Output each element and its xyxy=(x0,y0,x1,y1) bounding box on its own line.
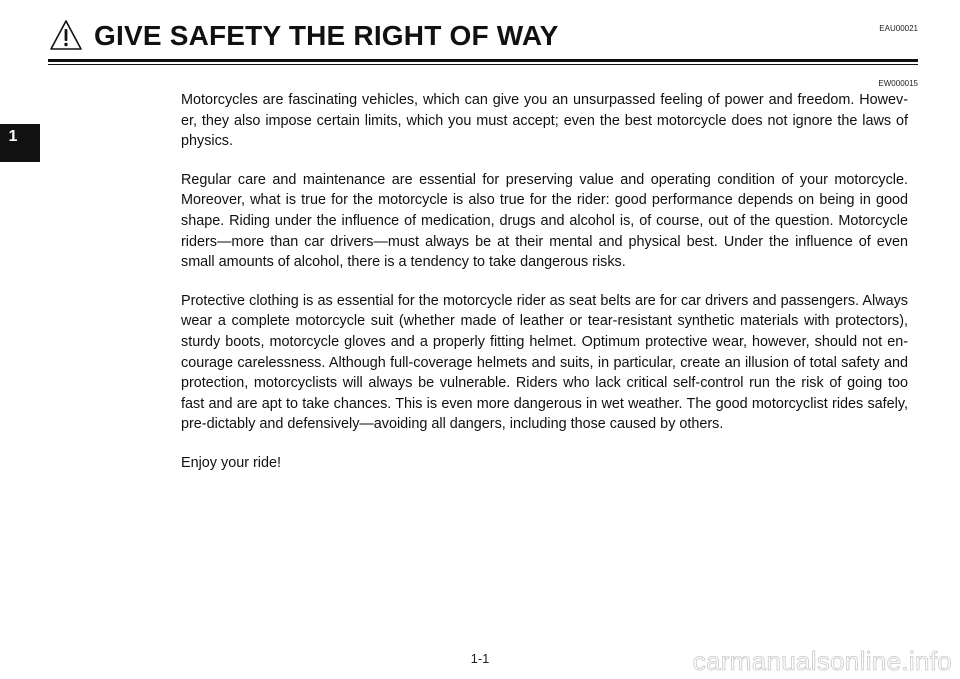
warning-code: EW000015 xyxy=(878,79,918,88)
chapter-tab-label: 1 xyxy=(8,128,18,145)
header-rule-thick xyxy=(48,59,918,62)
paragraph-1: Motorcycles are fascinating vehicles, which can give you an unsurpassed feeling of power and freedom. Howev-er, they also impose certain limits, which you must accept; even the best motorcycle does not ignore the laws of physics. xyxy=(181,92,908,150)
header-rule-thin xyxy=(48,64,918,65)
paragraph-4: Enjoy your ride! xyxy=(181,454,281,471)
paragraph-3: Protective clothing is as essential for the motorcycle rider as seat belts are for car drivers and passengers. Always wear a complete motorcycle suit (whether made of leather or tear-resistant synthetic materials with protectors), sturdy boots, motorcycle gloves and a properly fitting helmet. Optimum protective wear, however, should not en-courage carelessness. Although full-coverage helmets and suits, in particular, create an illusion of total safety and protection, motorcyclists will always be vulnerable. Riders who lack critical self-control run the risk of going too fast and are apt to take chances. This is even more dangerous in wet weather. The good motorcyclist rides safely, pre-dictably and defensively—avoiding all dangers, including those caused by others. xyxy=(181,292,908,433)
watermark: carmanualsonline.info xyxy=(692,646,952,676)
section-header xyxy=(48,14,918,54)
page-title: GIVE SAFETY THE RIGHT OF WAY xyxy=(94,20,559,51)
warning-triangle-icon xyxy=(48,18,84,52)
body-text xyxy=(181,90,908,492)
section-code: EAU00021 xyxy=(879,24,918,33)
paragraph-2: Regular care and maintenance are essential for preserving value and operating condition of your motorcycle. Moreover, what is true for the motorcycle is also true for the rider: good performance depends on being in good shape. Riding under the influence of medication, drugs and alcohol is, of course, out of the question. Motorcycle riders—more than car drivers—must always be at their mental and physical best. Under the influence of even small amounts of alcohol, there is a tendency to take dangerous risks. xyxy=(181,171,908,271)
page-number: 1-1 xyxy=(470,651,490,666)
